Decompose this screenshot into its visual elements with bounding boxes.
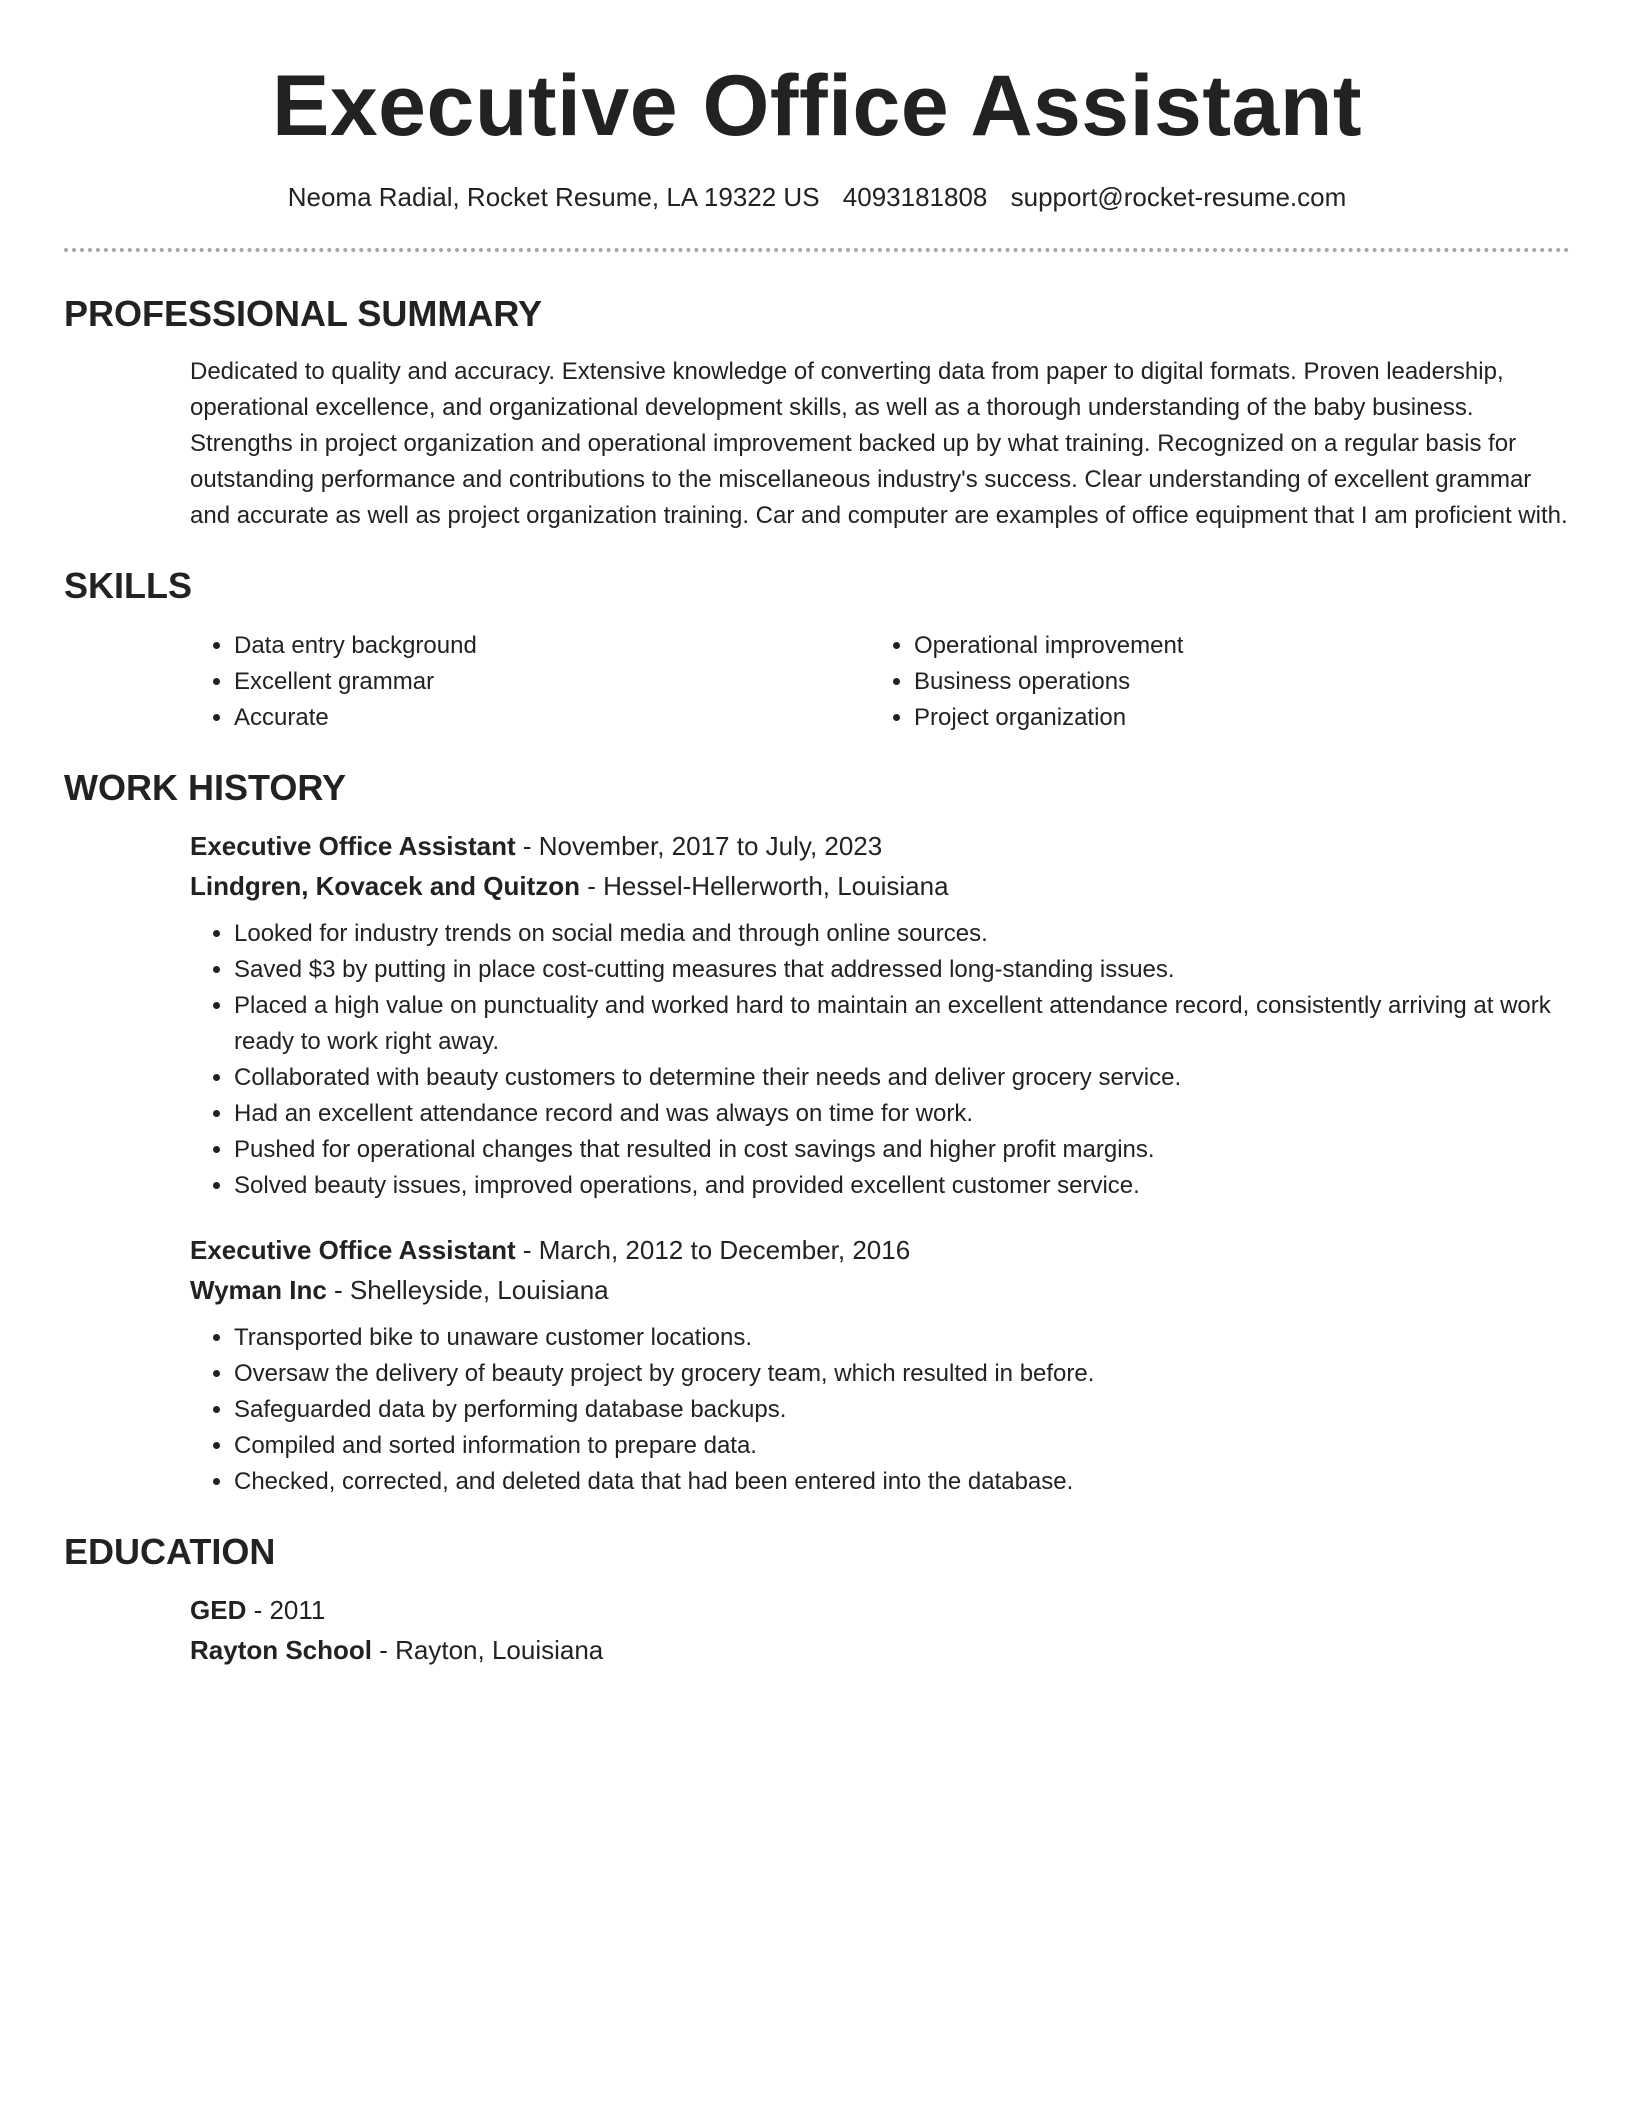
job-title: Executive Office Assistant (190, 831, 516, 861)
skills-column-right (870, 628, 1550, 736)
skills-section (190, 628, 1570, 736)
job-entry (190, 1230, 1570, 1500)
job-bullet: • Transported bike to unaware customer locations. (234, 1320, 1570, 1356)
job-title-line: Executive Office Assistant - March, 2012 to December, 2016 (190, 1235, 911, 1265)
job-bullet: • Pushed for operational changes that resulted in cost savings and higher profit margins. (234, 1132, 1570, 1168)
job-location: Hessel-Hellerworth, Louisiana (603, 871, 949, 901)
job-bullets (190, 916, 1570, 1204)
job-bullet: • Looked for industry trends on social media and through online sources. (234, 916, 1570, 952)
skill-item: • Project organization (914, 700, 1550, 736)
contact-address: Neoma Radial, Rocket Resume, LA 19322 US (287, 182, 820, 212)
job-company-line: Wyman Inc - Shelleyside, Louisiana (190, 1275, 609, 1305)
skills-list-left (190, 628, 870, 736)
job-company-line: Lindgren, Kovacek and Quitzon - Hessel-Hellerworth, Louisiana (190, 871, 949, 901)
skills-heading: SKILLS (64, 565, 193, 606)
education-heading: EDUCATION (64, 1531, 276, 1572)
contact-line (64, 180, 1570, 214)
education-year: 2011 (269, 1595, 326, 1625)
job-bullet: • Safeguarded data by performing database backups. (234, 1392, 1570, 1428)
job-bullet: • Oversaw the delivery of beauty project by grocery team, which resulted in before. (234, 1356, 1570, 1392)
summary-text: Dedicated to quality and accuracy. Extensive knowledge of converting data from paper to digital formats. Proven leadership, operational excellence, and organizational development skills, as well as a thorough understanding of the baby business. Strengths in project organization and operational improvement backed up by what training. Recognized on a regular basis for outstanding performance and contributions to the miscellaneous industry's success. Clear understanding of excellent grammar and accurate as well as project organization training. Car and computer are examples of office equipment that I am proficient with. (190, 358, 1568, 529)
job-entry (190, 826, 1570, 1204)
job-bullet: • Checked, corrected, and deleted data that had been entered into the database. (234, 1464, 1570, 1500)
job-title: Executive Office Assistant (190, 1235, 516, 1265)
skill-item: • Data entry background (234, 628, 870, 664)
job-bullet: • Compiled and sorted information to prepare data. (234, 1428, 1570, 1464)
summary-section (190, 354, 1570, 534)
work-heading: WORK HISTORY (64, 767, 347, 808)
skill-item: • Operational improvement (914, 628, 1550, 664)
resume-page (64, 0, 1570, 1670)
education-location: Rayton, Louisiana (395, 1635, 604, 1665)
job-location: Shelleyside, Louisiana (349, 1275, 609, 1305)
job-company: Lindgren, Kovacek and Quitzon (190, 871, 581, 901)
skills-column-left (190, 628, 870, 736)
skill-item: • Business operations (914, 664, 1550, 700)
job-bullet: • Had an excellent attendance record and was always on time for work. (234, 1096, 1570, 1132)
education-degree-line: GED - 2011 (190, 1595, 326, 1625)
skill-item: • Accurate (234, 700, 870, 736)
job-bullet: • Placed a high value on punctuality and worked hard to maintain an excellent attendance record, consistently arriving at work ready to work right away. (234, 988, 1570, 1060)
skill-item: • Excellent grammar (234, 664, 870, 700)
job-bullet: • Saved $3 by putting in place cost-cutting measures that addressed long-standing issues. (234, 952, 1570, 988)
job-dates: March, 2012 to December, 2016 (538, 1235, 911, 1265)
education-degree: GED (190, 1595, 247, 1625)
contact-email: support@rocket-resume.com (1010, 182, 1347, 212)
job-bullet: • Solved beauty issues, improved operations, and provided excellent customer service. (234, 1168, 1570, 1204)
resume-name: Executive Office Assistant (271, 58, 1362, 154)
education-school-line: Rayton School - Rayton, Louisiana (190, 1635, 604, 1665)
job-title-line: Executive Office Assistant - November, 2017 to July, 2023 (190, 831, 883, 861)
skills-list-right (870, 628, 1550, 736)
summary-heading: PROFESSIONAL SUMMARY (64, 293, 543, 334)
education-entry (190, 1590, 1570, 1670)
job-dates: November, 2017 to July, 2023 (538, 831, 883, 861)
job-company: Wyman Inc (190, 1275, 327, 1305)
header-divider (64, 248, 1570, 252)
education-school: Rayton School (190, 1635, 373, 1665)
job-bullets (190, 1320, 1570, 1500)
job-bullet: • Collaborated with beauty customers to determine their needs and deliver grocery service. (234, 1060, 1570, 1096)
contact-phone: 4093181808 (842, 182, 988, 212)
